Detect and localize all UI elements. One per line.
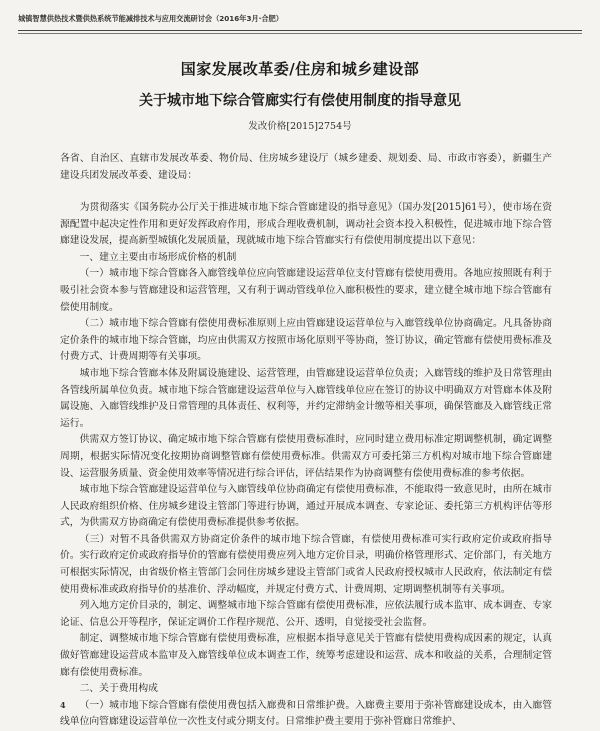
page-number: 4: [60, 700, 66, 710]
paragraph: 城市地下综合管廊本体及附属设施建设、运营管理，由管廊建设运营单位负责；入廊管线的维护及日常管理由各管线所属单位负责。城市地下综合管廊建设运营单位与入廊管线单位应在签订的协议中明确双方对管廊本体及附属设施、入廊管线维护及日常管理的具体责任、权利等，并约定滞纳金计缴等相关事项，确保管廊及入廊管线正常运行。: [60, 367, 552, 429]
section-heading-1: 一、建立主要由市场形成价格的机制: [79, 251, 237, 263]
document-title: 关于城市地下综合管廊实行有偿使用制度的指导意见: [139, 93, 461, 109]
paragraph: 供需双方签订协议、确定城市地下综合管廊有偿使用费标准时，应同时建立费用标准定期调整机制，确定调整周期，根据实际情况变化按期协商调整管廊有偿使用费标准。供需双方可委托第三方机构对城市地下综合管廊建设、运营服务质量、资金使用效率等情况进行综合评估，评估结果作为协商调整有偿使用费标准的参考依据。: [60, 434, 552, 479]
paragraph: （二）城市地下综合管廊有偿使用费标准原则上应由管廊建设运营单位与入廊管线单位协商确定。凡具备协商定价条件的城市地下综合管廊，均应由供需双方按照市场化原则平等协商，签订协议，确定管廊有偿使用费标准及付费方式、计费周期等有关事项。: [60, 318, 552, 363]
paragraph: （一）城市地下综合管廊各入廊管线单位应向管廊建设运营单位支付管廊有偿使用费用。各地应按照既有利于吸引社会资本参与管廊建设和运营管理，又有利于调动管线单位入廊积极性的要求，建立健全城市地下综合管廊有偿使用制度。: [60, 268, 552, 313]
section-heading-2: 二、关于费用构成: [79, 683, 158, 695]
paragraph: 列入地方定价目录的，制定、调整城市地下综合管廊有偿使用费标准，应依法履行成本监审、成本调查、专家论证、信息公开等程序，保证定调价工作程序规范、公开、透明，自觉接受社会监督。: [60, 600, 552, 628]
running-header: 城镇智慧供热技术暨供热系统节能减排技术与应用交流研讨会（2016年3月·合肥）: [18, 14, 283, 23]
document-number: 发改价格[2015]2754号: [248, 121, 352, 132]
document-body: [60, 200, 552, 731]
paragraph: （三）对暂不具备供需双方协商定价条件的城市地下综合管廊，有偿使用费标准可实行政府定价或政府指导价。实行政府定价或政府指导价的管廊有偿使用费应列入地方定价目录，明确价格管理形式、定价部门，有关地方可根据实际情况，由省级价格主管部门会同住房城乡建设主管部门或省人民政府授权城市人民政府，依法制定有偿使用费标准或政府指导价的基准价、浮动幅度，并规定付费方式、计费周期、定期调整机制等有关事项。: [60, 533, 552, 595]
issuer-heading: 国家发展改革委/住房和城乡建设部: [180, 60, 420, 78]
recipients: 各省、自治区、直辖市发展改革委、物价局、住房城乡建设厅（城乡建委、规划委、局、市政市容委），新疆生产建设兵团发展改革委、建设局：: [60, 153, 552, 181]
paragraph: 制定、调整城市地下综合管廊有偿使用费标准，应根据本指导意见关于管廊有偿使用费构成因素的规定，认真做好管廊建设运营成本监审及入廊管线单位成本调查工作，统筹考虑建设和运营、成本和收益的关系，合理制定管廊有偿使用费标准。: [60, 633, 552, 678]
paragraph-preamble: 为贯彻落实《国务院办公厅关于推进城市地下综合管廊建设的指导意见》（国办发[2015]61号），使市场在资源配置中起决定性作用和更好发挥政府作用，形成合理收费机制，调动社会资本投入积极性，促进城市地下综合管廊建设发展，提高新型城镇化发展质量，现就城市地下综合管廊实行有偿使用制度提出以下意见：: [60, 202, 552, 247]
paragraph: 城市地下综合管廊建设运营单位与入廊管线单位协商确定有偿使用费标准，不能取得一致意见时，由所在城市人民政府组织价格、住房城乡建设主管部门等进行协调，通过开展成本调查、专家论证、委托第三方机构评估等形式，为供需双方协商确定有偿使用费标准提供参考依据。: [60, 484, 552, 529]
header-rule-thin: [18, 33, 582, 34]
paragraph: （一）城市地下综合管廊有偿使用费包括入廊费和日常维护费。入廊费主要用于弥补管廊建设成本，由入廊管线单位向管廊建设运营单位一次性支付或分期支付。日常维护费主要用于弥补管廊日常维护、: [60, 699, 552, 728]
header-rule: [18, 30, 582, 31]
